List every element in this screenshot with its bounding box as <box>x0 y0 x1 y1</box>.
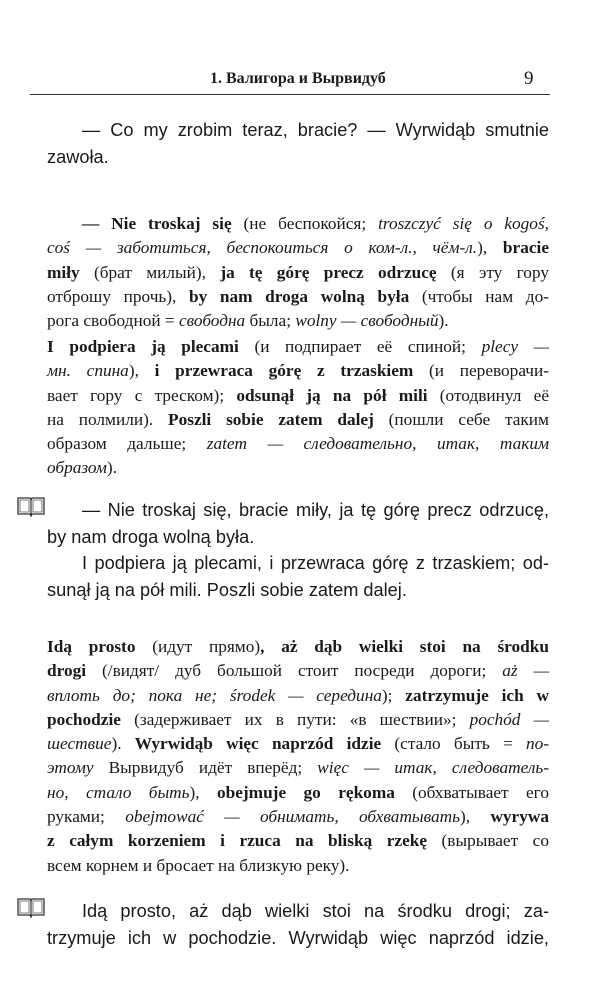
text-line: pochodzie (задерживает их в пути: «в шествии»; pochód — <box>47 709 549 729</box>
paragraph <box>47 898 549 951</box>
text-line: на полмили). Poszli sobie zatem dalej (пошли себе таким <box>47 409 549 429</box>
annotated-paragraph-1 <box>47 212 549 333</box>
header-divider <box>30 94 550 95</box>
text-line: — Co my zrobim teraz, bracie? — Wyrwidąb smutnie <box>82 120 549 140</box>
text-line: by nam droga wolną była. <box>47 526 255 547</box>
text-block-dialogue-3 <box>47 898 549 951</box>
text-line: sunął ją na pół mili. Poszli sobie zatem dalej. <box>47 579 407 600</box>
text-line: zawoła. <box>47 146 109 167</box>
book-icon <box>16 495 46 517</box>
text-line: I podpiera ją plecami (и подпирает её спиной; plecy — <box>47 337 550 356</box>
text-line: мн. спина), i przewraca górę z trzaskiem (и переворачи- <box>47 361 549 381</box>
annotated-paragraph-3 <box>47 635 549 878</box>
paragraph <box>47 635 549 878</box>
text-line: рога свободной = свободна была; wolny — свободный). <box>47 311 449 331</box>
text-line: Idą prosto, aż dąb wielki stoi na środku drogi; za- <box>82 901 549 921</box>
text-line: coś — заботиться, беспокоиться о ком-л., чём-л.), bracie <box>47 238 549 258</box>
text-line: drogi (/видят/ дуб большой стоит посреди дороги; aż — <box>47 661 549 681</box>
text-line: trzymuje ich w pochodzie. Wyrwidąb więc naprzód idzie, <box>47 927 549 948</box>
text-line: образом). <box>47 458 117 478</box>
text-line: вплоть до; пока не; środek — середина); zatrzymuje ich w <box>47 685 549 705</box>
text-block-dialogue-2 <box>47 497 549 603</box>
annotated-paragraph-2 <box>47 335 549 481</box>
text-line: Idą prosto (идут прямо), aż dąb wielki stoi na środku <box>47 637 549 656</box>
text-line: образом дальше; zatem — следовательно, итак, таким <box>47 434 549 454</box>
text-line: шествие). Wyrwidąb więc naprzód idzie (стало быть = по- <box>47 734 550 754</box>
text-line: — Nie troskaj się (не беспокойся; troszczyć się o kogoś, <box>82 214 549 233</box>
text-line: miły (брат милый), ja tę górę precz odrzucę (я эту гору <box>47 262 550 282</box>
chapter-title: 1. Валигора и Вырвидуб <box>210 70 386 87</box>
paragraph <box>47 497 549 603</box>
text-block-dialogue-1 <box>47 117 549 170</box>
paragraph <box>47 335 549 481</box>
paragraph <box>47 117 549 170</box>
page-number: 9 <box>524 68 534 89</box>
paragraph <box>47 212 549 333</box>
text-line: руками; obejmować — обнимать, обхватывать), wyrywa <box>47 807 549 827</box>
text-line: этому Вырвидуб идёт вперёд; więc — итак, следователь- <box>47 758 550 778</box>
text-line: отброшу прочь), by nam droga wolną była (чтобы нам до- <box>47 286 549 306</box>
book-icon <box>16 896 46 918</box>
text-line: — Nie troskaj się, bracie miły, ja tę górę precz odrzucę, <box>82 500 549 520</box>
text-line: всем корнем и бросает на близкую реку). <box>47 855 350 875</box>
text-line: вает гору с треском); odsunął ją na pół mili (отодвинул её <box>47 385 549 405</box>
text-line: I podpiera ją plecami, i przewraca górę z trzaskiem; od- <box>82 553 549 573</box>
text-line: но, стало быть), obejmuje go rękoma (обхватывает его <box>47 782 549 802</box>
text-line: z całym korzeniem i rzuca na bliską rzekę (вырывает со <box>47 831 549 851</box>
